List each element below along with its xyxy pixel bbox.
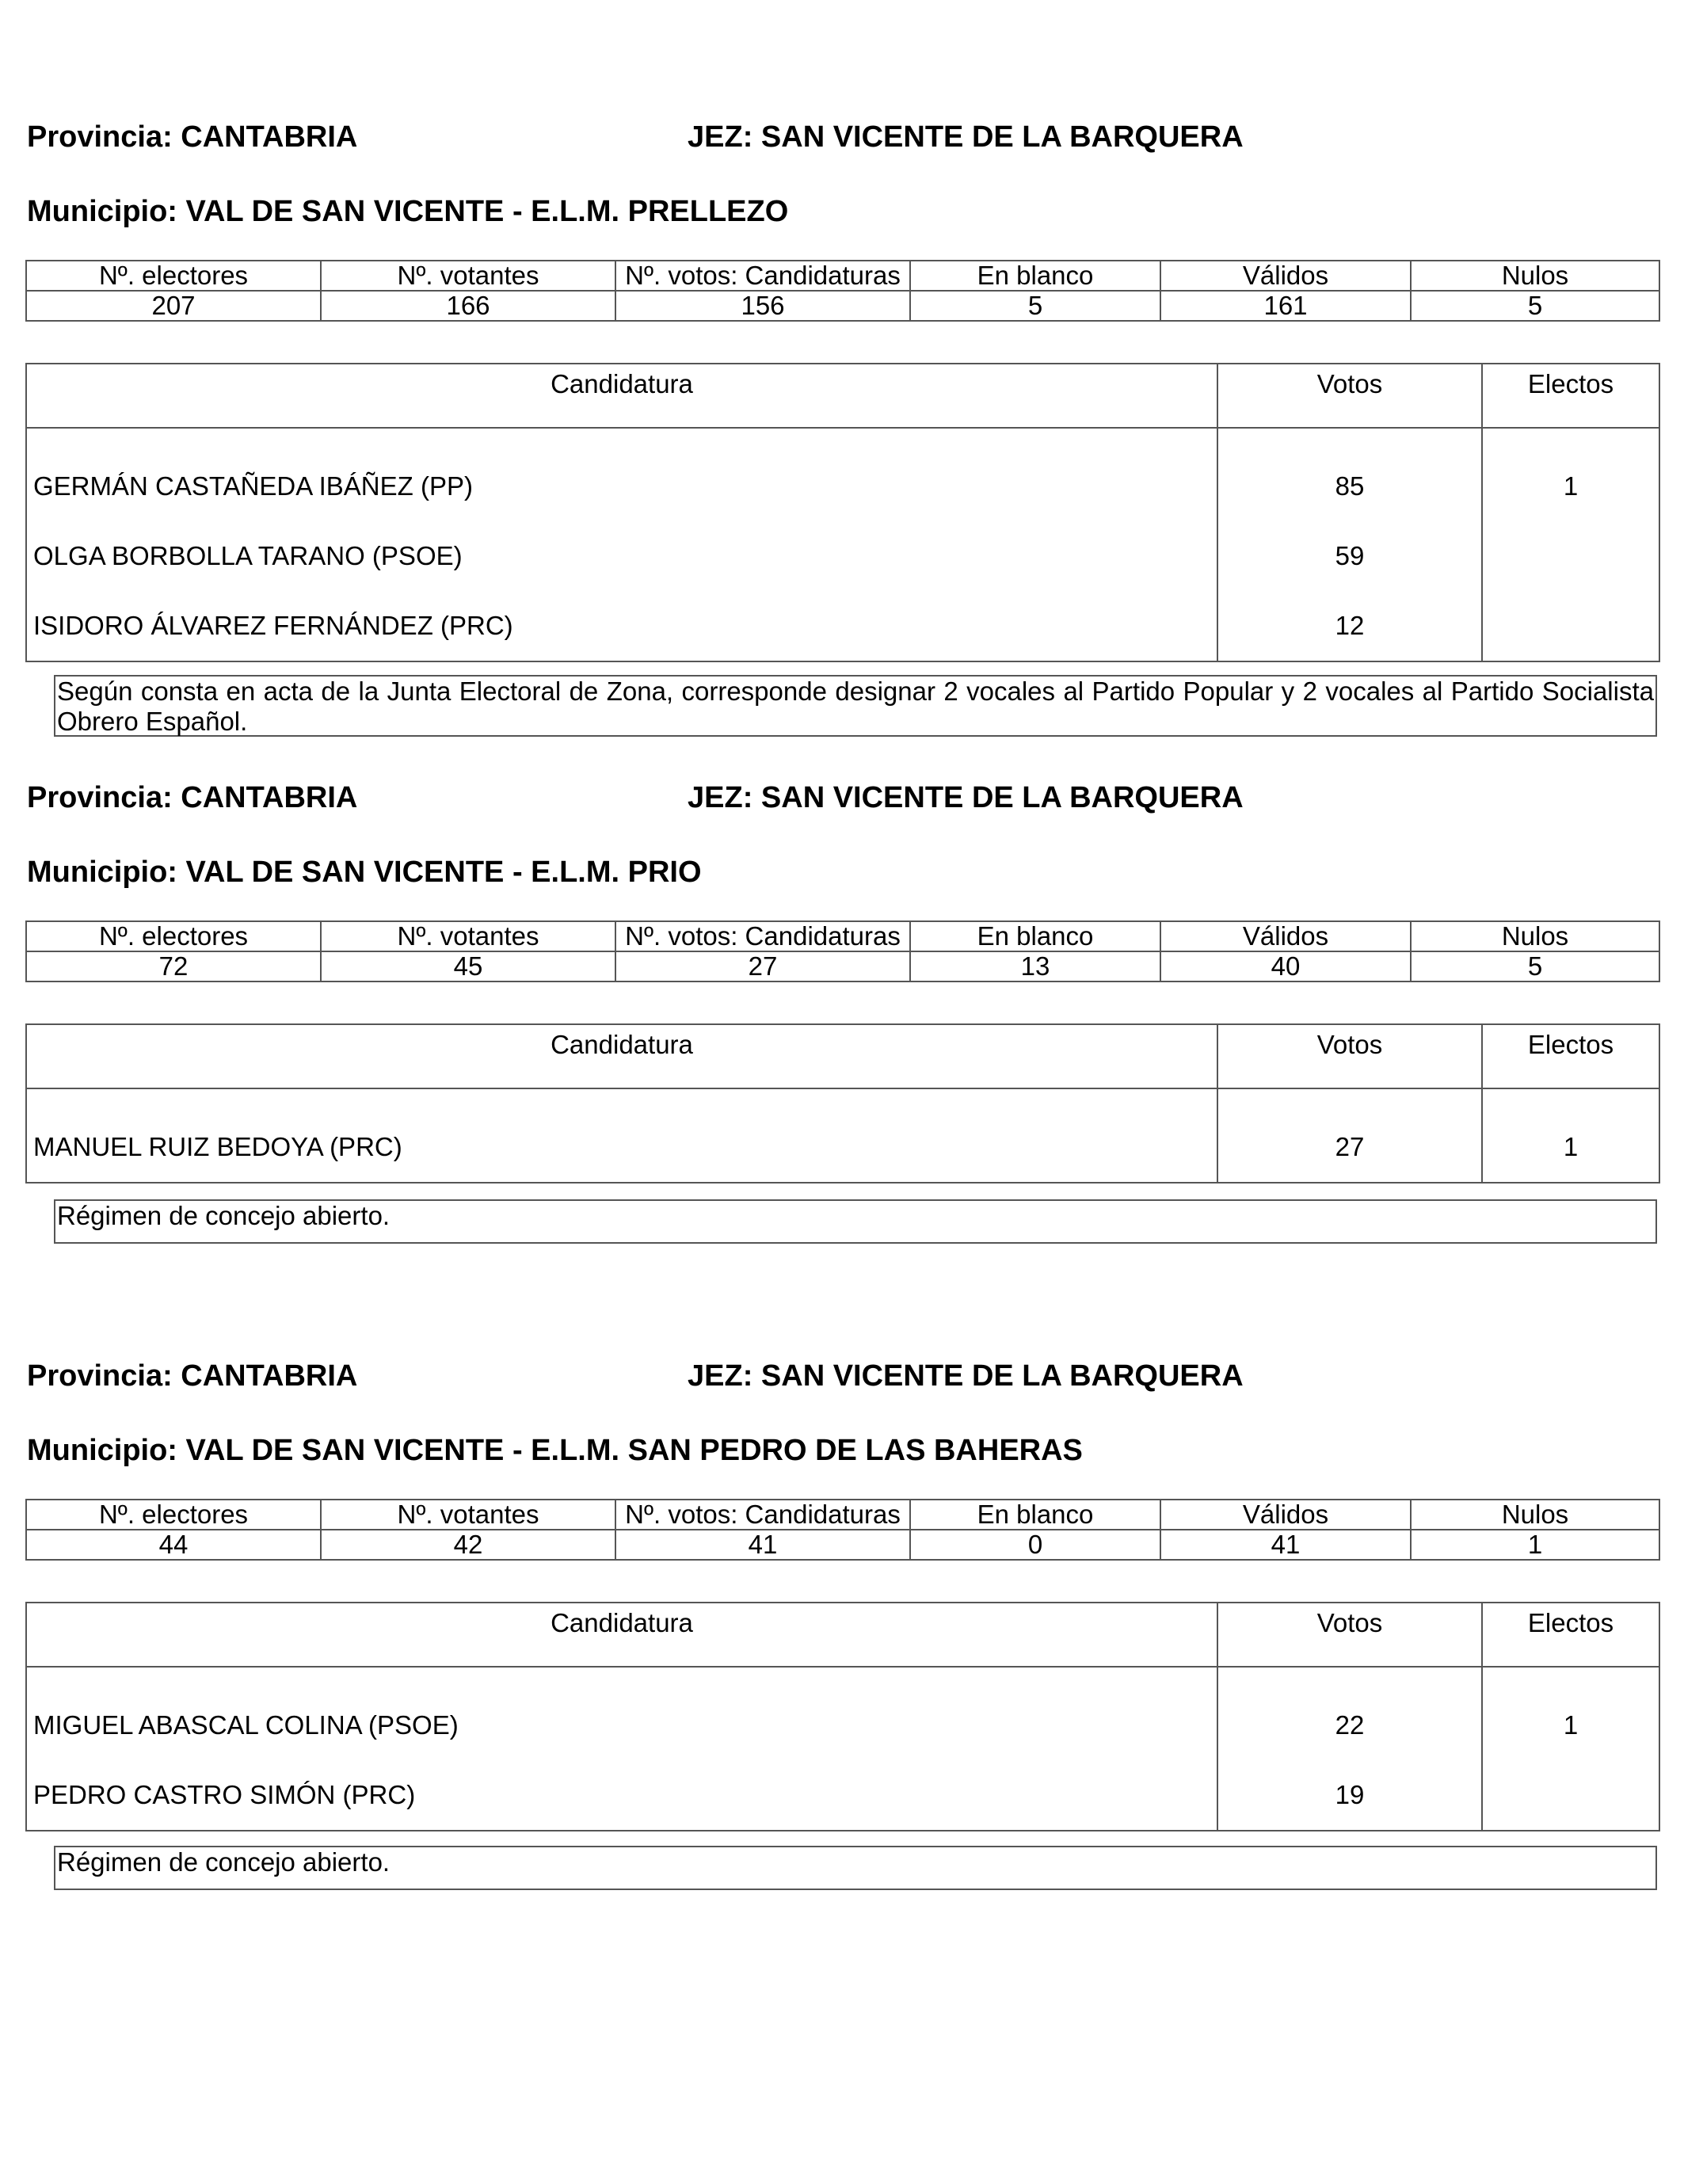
stat-header: Nº. electores bbox=[26, 921, 321, 951]
candidate-votos: 27 bbox=[1217, 1088, 1482, 1183]
stat-value: 161 bbox=[1160, 291, 1411, 321]
note-box: Régimen de concejo abierto. bbox=[54, 1846, 1657, 1890]
votos-header: Votos bbox=[1217, 1024, 1482, 1088]
stats-value-row bbox=[26, 951, 1659, 981]
votos-header: Votos bbox=[1217, 364, 1482, 428]
candidate-name: PEDRO CASTRO SIMÓN (PRC) bbox=[26, 1760, 1217, 1831]
municipio-label: Municipio: VAL DE SAN VICENTE - E.L.M. PRELLEZO bbox=[27, 195, 789, 228]
stat-header: Nº. votantes bbox=[321, 921, 615, 951]
stat-header: Nulos bbox=[1411, 921, 1659, 951]
candidatura-header: Candidatura bbox=[26, 1603, 1217, 1667]
stat-header: En blanco bbox=[910, 1500, 1160, 1530]
candidate-electos: 1 bbox=[1482, 1088, 1659, 1183]
provincia-label: Provincia: CANTABRIA bbox=[27, 120, 358, 154]
municipio-label: Municipio: VAL DE SAN VICENTE - E.L.M. SAN PEDRO DE LAS BAHERAS bbox=[27, 1434, 1083, 1467]
candidate-row bbox=[26, 521, 1659, 591]
candidate-name: OLGA BORBOLLA TARANO (PSOE) bbox=[26, 521, 1217, 591]
stat-header: Nº. electores bbox=[26, 1500, 321, 1530]
stat-value: 41 bbox=[615, 1530, 910, 1560]
stat-header: En blanco bbox=[910, 921, 1160, 951]
stat-value: 1 bbox=[1411, 1530, 1659, 1560]
stat-value: 5 bbox=[1411, 291, 1659, 321]
municipio-label: Municipio: VAL DE SAN VICENTE - E.L.M. PRIO bbox=[27, 856, 702, 889]
stat-value: 27 bbox=[615, 951, 910, 981]
stat-header: Válidos bbox=[1160, 261, 1411, 291]
stat-header: Válidos bbox=[1160, 921, 1411, 951]
provincia-label: Provincia: CANTABRIA bbox=[27, 1359, 358, 1393]
candidates-header-row bbox=[26, 1603, 1659, 1667]
stat-value: 44 bbox=[26, 1530, 321, 1560]
candidate-row bbox=[26, 1760, 1659, 1831]
candidate-electos bbox=[1482, 591, 1659, 661]
stat-value: 5 bbox=[910, 291, 1160, 321]
provincia-label: Provincia: CANTABRIA bbox=[27, 781, 358, 814]
stats-table bbox=[25, 260, 1660, 322]
candidate-electos: 1 bbox=[1482, 1667, 1659, 1760]
stat-value: 5 bbox=[1411, 951, 1659, 981]
candidate-name: ISIDORO ÁLVAREZ FERNÁNDEZ (PRC) bbox=[26, 591, 1217, 661]
stats-table bbox=[25, 920, 1660, 982]
candidate-votos: 12 bbox=[1217, 591, 1482, 661]
candidates-table bbox=[25, 1602, 1660, 1831]
note-box: Régimen de concejo abierto. bbox=[54, 1199, 1657, 1244]
stats-header-row bbox=[26, 921, 1659, 951]
candidates-table bbox=[25, 363, 1660, 662]
stat-header: Nº. votos: Candidaturas bbox=[615, 261, 910, 291]
stat-value: 207 bbox=[26, 291, 321, 321]
stat-header: Nulos bbox=[1411, 261, 1659, 291]
stat-header: Nº. votos: Candidaturas bbox=[615, 1500, 910, 1530]
stat-header: Válidos bbox=[1160, 1500, 1411, 1530]
stat-value: 0 bbox=[910, 1530, 1160, 1560]
stats-value-row bbox=[26, 1530, 1659, 1560]
votos-header: Votos bbox=[1217, 1603, 1482, 1667]
candidate-electos: 1 bbox=[1482, 428, 1659, 521]
candidate-name: GERMÁN CASTAÑEDA IBÁÑEZ (PP) bbox=[26, 428, 1217, 521]
stats-header-row bbox=[26, 1500, 1659, 1530]
candidate-electos bbox=[1482, 521, 1659, 591]
candidate-row bbox=[26, 1088, 1659, 1183]
candidatura-header: Candidatura bbox=[26, 364, 1217, 428]
stat-value: 45 bbox=[321, 951, 615, 981]
candidates-header-row bbox=[26, 1024, 1659, 1088]
candidates-header-row bbox=[26, 364, 1659, 428]
candidatura-header: Candidatura bbox=[26, 1024, 1217, 1088]
jez-label: JEZ: SAN VICENTE DE LA BARQUERA bbox=[688, 781, 1244, 814]
candidates-table bbox=[25, 1023, 1660, 1183]
candidate-row bbox=[26, 428, 1659, 521]
jez-label: JEZ: SAN VICENTE DE LA BARQUERA bbox=[688, 1359, 1244, 1393]
stats-header-row bbox=[26, 261, 1659, 291]
candidate-row bbox=[26, 591, 1659, 661]
candidate-row bbox=[26, 1667, 1659, 1760]
candidate-votos: 59 bbox=[1217, 521, 1482, 591]
candidate-name: MIGUEL ABASCAL COLINA (PSOE) bbox=[26, 1667, 1217, 1760]
stat-header: Nº. votos: Candidaturas bbox=[615, 921, 910, 951]
electos-header: Electos bbox=[1482, 1603, 1659, 1667]
stats-value-row bbox=[26, 291, 1659, 321]
candidate-votos: 85 bbox=[1217, 428, 1482, 521]
candidate-name: MANUEL RUIZ BEDOYA (PRC) bbox=[26, 1088, 1217, 1183]
stat-header: Nº. votantes bbox=[321, 1500, 615, 1530]
note-box: Según consta en acta de la Junta Electoral de Zona, corresponde designar 2 vocales al Partido Popular y 2 vocales al Partido Socialista Obrero Español. bbox=[54, 675, 1657, 737]
stat-value: 41 bbox=[1160, 1530, 1411, 1560]
stat-value: 13 bbox=[910, 951, 1160, 981]
candidate-votos: 22 bbox=[1217, 1667, 1482, 1760]
stats-table bbox=[25, 1499, 1660, 1561]
stat-value: 40 bbox=[1160, 951, 1411, 981]
electos-header: Electos bbox=[1482, 364, 1659, 428]
stat-header: Nº. electores bbox=[26, 261, 321, 291]
candidate-votos: 19 bbox=[1217, 1760, 1482, 1831]
candidate-electos bbox=[1482, 1760, 1659, 1831]
stat-value: 156 bbox=[615, 291, 910, 321]
stat-value: 72 bbox=[26, 951, 321, 981]
stat-value: 166 bbox=[321, 291, 615, 321]
stat-value: 42 bbox=[321, 1530, 615, 1560]
jez-label: JEZ: SAN VICENTE DE LA BARQUERA bbox=[688, 120, 1244, 154]
stat-header: Nulos bbox=[1411, 1500, 1659, 1530]
stat-header: Nº. votantes bbox=[321, 261, 615, 291]
stat-header: En blanco bbox=[910, 261, 1160, 291]
electos-header: Electos bbox=[1482, 1024, 1659, 1088]
